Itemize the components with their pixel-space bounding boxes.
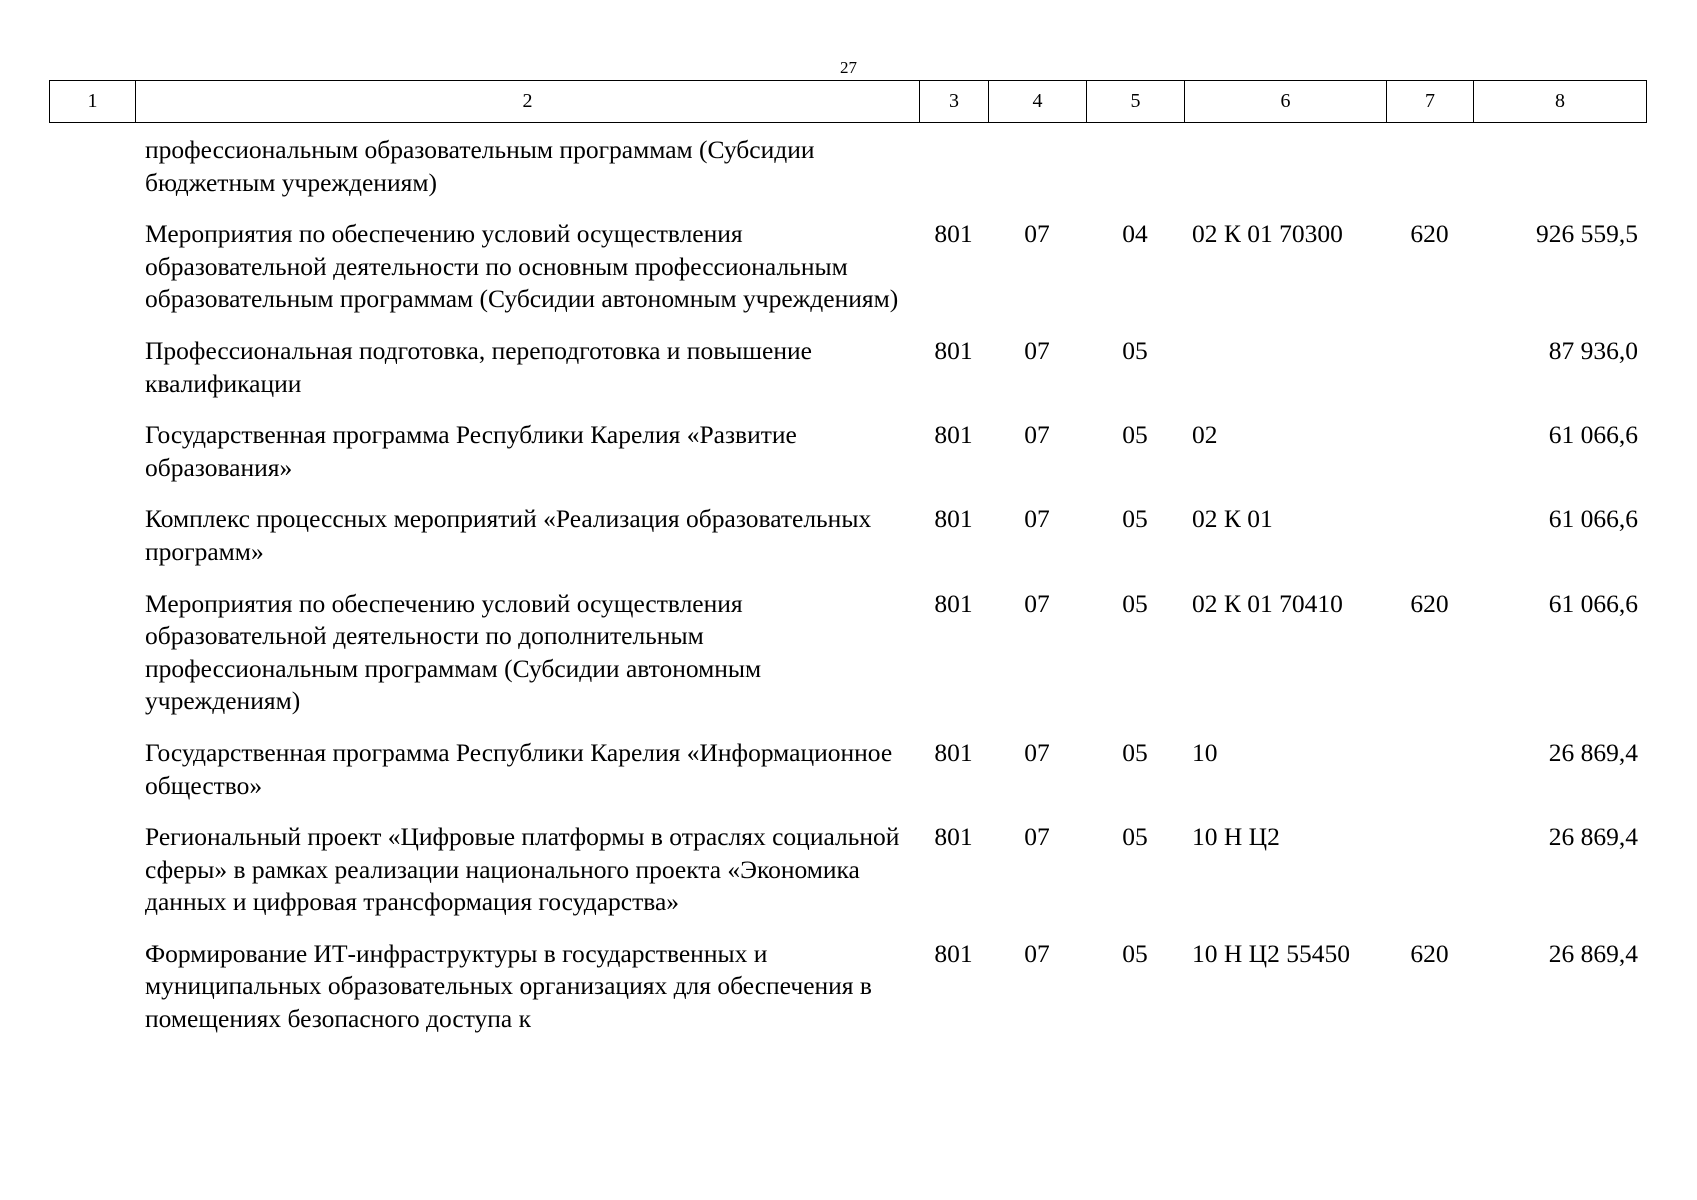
row-subsection-code: 05	[1122, 588, 1148, 618]
table-row	[49, 494, 1646, 578]
row-expense-type: 620	[1410, 219, 1449, 249]
row-subsection-code: 04	[1122, 219, 1148, 249]
row-section-code	[988, 122, 1086, 209]
row-expense-type	[1386, 122, 1473, 209]
row-description: профессиональным образовательным программам (Субсидии бюджетным учреждениям)	[145, 135, 815, 197]
column-number-4: 4	[989, 81, 1087, 123]
column-number-1: 1	[50, 81, 136, 123]
row-description: Комплекс процессных мероприятий «Реализация образовательных программ»	[145, 504, 872, 566]
row-subsection-code: 05	[1122, 822, 1148, 852]
column-number-2: 2	[136, 81, 920, 123]
row-ministry-code: 801	[934, 737, 973, 767]
row-ministry-code	[919, 122, 988, 209]
table-row	[49, 812, 1646, 929]
row-description: Профессиональная подготовка, переподготовка и повышение квалификации	[145, 335, 812, 398]
row-target-article: 02 К 01	[1192, 504, 1273, 534]
row-amount	[1473, 122, 1646, 209]
row-target-article: 10	[1192, 737, 1218, 767]
row-amount: 87 936,0	[1548, 335, 1638, 365]
row-amount: 926 559,5	[1536, 219, 1638, 249]
row-target-article: 02 К 01 70410	[1192, 588, 1343, 618]
column-header-table	[49, 80, 1647, 123]
row-expense-type	[1386, 494, 1473, 578]
row-expense-type: 620	[1410, 938, 1449, 968]
row-expense-type	[1386, 326, 1473, 410]
row-subsection-code	[1086, 122, 1184, 209]
row-amount: 26 869,4	[1548, 938, 1638, 968]
row-description: Региональный проект «Цифровые платформы в отраслях социальной сферы» в рамках реализации национального проекта «Экономика данных и цифровая трансформация государства»	[145, 822, 900, 917]
table-row	[49, 579, 1646, 728]
row-section-code: 07	[1024, 420, 1050, 450]
column-number-7: 7	[1387, 81, 1474, 123]
row-amount: 26 869,4	[1548, 822, 1638, 852]
column-number-row	[50, 81, 1647, 123]
row-description: Государственная программа Республики Карелия «Информационное общество»	[145, 737, 893, 800]
row-subsection-code: 05	[1122, 420, 1148, 450]
page-number: 27	[840, 58, 857, 77]
row-expense-type	[1386, 728, 1473, 812]
row-amount: 61 066,6	[1548, 588, 1638, 618]
row-subsection-code: 05	[1122, 938, 1148, 968]
row-target-article: 10 Н Ц2	[1192, 822, 1280, 852]
table-row	[49, 209, 1646, 326]
row-target-article	[1184, 122, 1386, 209]
row-section-code: 07	[1024, 588, 1050, 618]
row-subsection-code: 05	[1122, 335, 1148, 365]
table-row	[49, 326, 1646, 410]
row-target-article: 10 Н Ц2 55450	[1192, 938, 1350, 968]
row-ministry-code: 801	[934, 822, 973, 852]
row-amount: 61 066,6	[1548, 504, 1638, 534]
row-description: Формирование ИТ-инфраструктуры в государственных и муниципальных образовательных организациях для обеспечения в помещениях безопасного доступа к	[145, 938, 872, 1034]
row-ministry-code: 801	[934, 938, 973, 968]
row-target-article: 02	[1192, 420, 1218, 450]
table-row	[49, 728, 1646, 812]
row-expense-type	[1386, 410, 1473, 494]
row-description: Государственная программа Республики Карелия «Развитие образования»	[145, 420, 797, 482]
table-row	[49, 929, 1646, 1046]
column-number-5: 5	[1087, 81, 1185, 123]
row-subsection-code: 05	[1122, 737, 1148, 767]
column-number-3: 3	[920, 81, 989, 123]
row-ministry-code: 801	[934, 588, 973, 618]
budget-table	[49, 122, 1646, 1046]
row-ministry-code: 801	[934, 420, 973, 450]
row-section-code: 07	[1024, 335, 1050, 365]
row-subsection-code: 05	[1122, 504, 1148, 534]
row-section-code: 07	[1024, 219, 1050, 249]
row-description: Мероприятия по обеспечению условий осуществления образовательной деятельности по дополнительным профессиональным программам (Субсидии автономным учреждениям)	[145, 588, 762, 716]
row-ministry-code: 801	[934, 335, 973, 365]
row-description: Мероприятия по обеспечению условий осуществления образовательной деятельности по основным профессиональным образовательным программам (Субсидии автономным учреждениям)	[145, 219, 899, 314]
row-section-code: 07	[1024, 504, 1050, 534]
row-expense-type: 620	[1410, 588, 1449, 618]
row-ministry-code: 801	[934, 219, 973, 249]
table-row	[49, 410, 1646, 494]
column-number-8: 8	[1474, 81, 1647, 123]
table-row	[49, 122, 1646, 209]
row-section-code: 07	[1024, 938, 1050, 968]
column-number-6: 6	[1185, 81, 1387, 123]
row-target-article: 02 К 01 70300	[1192, 219, 1343, 249]
row-ministry-code: 801	[934, 504, 973, 534]
row-target-article	[1184, 326, 1386, 410]
row-amount: 61 066,6	[1548, 420, 1638, 450]
row-amount: 26 869,4	[1548, 737, 1638, 767]
row-expense-type	[1386, 812, 1473, 929]
row-section-code: 07	[1024, 737, 1050, 767]
row-section-code: 07	[1024, 822, 1050, 852]
